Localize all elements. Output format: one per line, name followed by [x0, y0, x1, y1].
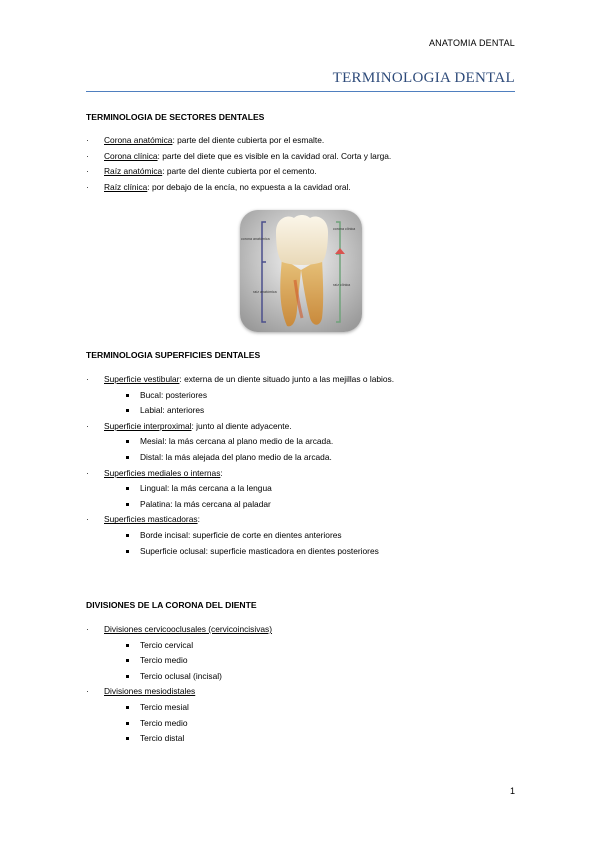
- definition: : parte del diete que es visible en la cavidad oral. Corta y larga.: [157, 150, 392, 161]
- definition: : parte del diente cubierta por el cemento.: [162, 166, 317, 177]
- term: Superficie vestibular: [104, 374, 180, 384]
- sublist-item: Bucal: posteriores: [104, 388, 526, 404]
- sublist: [104, 528, 526, 559]
- tooth-crown: [276, 215, 328, 265]
- sublist-item: Palatina: la más cercana al paladar: [104, 497, 526, 513]
- list-item: [86, 164, 526, 180]
- sublist: [104, 700, 526, 747]
- term: Corona clínica: [104, 150, 158, 161]
- term: Corona anatómica: [104, 135, 173, 145]
- list-item: [86, 512, 526, 559]
- sublist-item: Superficie oclusal: superficie masticadora en dientes posteriores: [104, 544, 526, 560]
- label-corona-anatomica: corona anatómica: [241, 237, 270, 241]
- definition: : junto al diente adyacente.: [191, 420, 292, 431]
- definition: : por debajo de la encía, no expuesta a la cavidad oral.: [147, 181, 351, 192]
- sublist-item: Mesial: la más cercana al plano medio de la arcada.: [104, 434, 526, 450]
- list-divisiones: [86, 622, 526, 747]
- list-item: [86, 684, 526, 746]
- term: Divisiones cervicooclusales (cervicoincisivas): [104, 624, 273, 634]
- term: Superficies mediales o internas: [104, 467, 221, 478]
- page-number: 1: [509, 786, 515, 796]
- list-item: [86, 149, 526, 165]
- term: Superficie interproximal: [104, 420, 192, 431]
- title-rule: [86, 91, 515, 92]
- term: Raíz anatómica: [104, 166, 163, 177]
- definition: : externa de un diente situado junto a las mejillas o labios.: [179, 374, 395, 384]
- sublist-item: Labial: anteriores: [104, 403, 526, 419]
- sublist-item: Tercio cervical: [104, 638, 526, 654]
- list-item: [86, 180, 526, 196]
- list-item: [86, 466, 526, 513]
- section-heading-divisiones: DIVISIONES DE LA CORONA DEL DIENTE: [86, 600, 257, 610]
- list-item: [86, 372, 526, 419]
- definition: : parte del diente cubierta por el esmalte.: [172, 135, 325, 145]
- sublist-item: Tercio mesial: [104, 700, 526, 716]
- term: Superficies masticadoras: [104, 514, 198, 525]
- sublist-item: Tercio medio: [104, 716, 526, 732]
- definition: :: [197, 514, 200, 525]
- sublist-item: Borde incisal: superficie de corte en dientes anteriores: [104, 528, 526, 544]
- sublist: [104, 434, 526, 465]
- sublist: [104, 388, 526, 419]
- sublist-item: Distal: la más alejada del plano medio de la arcada.: [104, 450, 526, 466]
- running-header: ANATOMIA DENTAL: [428, 38, 515, 48]
- tooth-illustration: [240, 210, 362, 332]
- list-superficies: [86, 372, 526, 559]
- tooth-figure: [240, 210, 362, 332]
- sublist-item: Tercio medio: [104, 653, 526, 669]
- document-title: TERMINOLOGIA DENTAL: [332, 70, 515, 86]
- section-heading-superficies: TERMINOLOGIA SUPERFICIES DENTALES: [86, 350, 261, 360]
- sublist-item: Lingual: la más cercana a la lengua: [104, 481, 526, 497]
- term: Divisiones mesiodistales: [104, 686, 196, 697]
- sublist: [104, 638, 526, 685]
- term: Raíz clínica: [104, 181, 148, 192]
- sublist-item: Tercio oclusal (incisal): [104, 669, 526, 685]
- list-item: [86, 622, 526, 684]
- list-item: [86, 419, 526, 466]
- label-raiz-anatomica: raíz anatómica: [253, 290, 277, 294]
- sublist-item: Tercio distal: [104, 731, 526, 747]
- list-sectores: [86, 133, 526, 195]
- section-heading-sectores: TERMINOLOGIA DE SECTORES DENTALES: [86, 112, 265, 122]
- definition: :: [220, 467, 223, 478]
- sublist: [104, 481, 526, 512]
- label-corona-clinica: corona clínica: [333, 227, 356, 231]
- list-item: [86, 133, 526, 149]
- label-raiz-clinica: raíz clínica: [333, 283, 351, 287]
